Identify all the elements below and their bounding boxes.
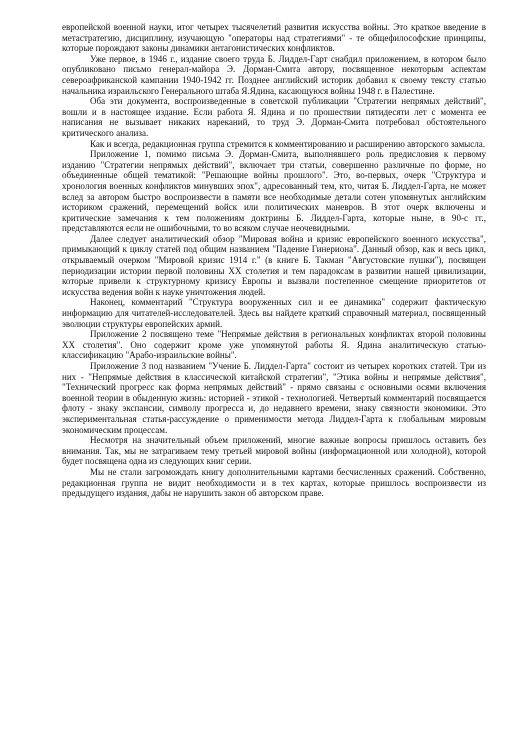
paragraph-2: Уже первое, в 1946 г., издание своего труда Б. Лиддел-Гарт снабдил приложением, в котором было опубликовано письмо генерал-майора Э. Дорман-Смита автору, посвященное некоторым аспектам североафриканской кампании 1940-1942 гг. Позднее английский историк добавил к своему тексту статью начальника израильского Генерального штаба Я.Ядина, касающуюся войны 1948 г. в Палестине. <box>62 53 486 96</box>
paragraph-11: Мы не стали загромождать книгу дополнительными картами бесчисленных сражений. Собственно, редакционная группа не видит необходимости и в тех картах, которые пришлось воспроизвести из предыдущего издания, дабы не нарушить закон об авторском праве. <box>62 466 486 499</box>
paragraph-6: Далее следует аналитический обзор "Мировая война и кризис европейского военного искусства", примыкающий к циклу статей под общим названием "Падение Гинериона". Данный обзор, как и весь цикл, открываемый очерком "Мировой кризис 1914 г." (в книге Б. Такман "Августовские пушки"), посвящен периодизации истории первой половины XX столетия и тем парадоксам в развитии нашей цивилизации, которые привели к структурному кризису Европы и вызвали постепенное смещение приоритетов от искусства ведения войн к науке уничтожения людей. <box>62 233 486 297</box>
paragraph-5: Приложение 1, помимо письма Э. Дорман-Смита, выполнявшего роль предисловия к первому изданию "Стратегии непрямых действий", включает три статьи, совершенно различные по форме, но объединенные общей тематикой: "Решающие войны прошлого". Это, во-первых, очерк "Структура и хронология военных конфликтов минувших эпох", адресованный тем, кто, читая Б. Лиддел-Гарта, не может вслед за автором быстро воспроизвести в памяти все необходимые детали сотен упомянутых английским историком сражений, перемещений войск или политических маневров. В этот очерк включены и критические замечания к тем положениям доктрины Б. Лиддел-Гарта, которые ныне, в 90-с гг., представляются если не ошибочными, то во всяком случае неочевидными. <box>62 149 486 234</box>
paragraph-8: Приложение 2 посвящено теме "Непрямые действия в региональных конфликтах второй половины XX столетия". Оно содержит кроме уже упомянутой работы Я. Ядина аналитическую статью-классификацию "Арабо-израильские войны". <box>62 329 486 361</box>
paragraph-9: Приложение 3 под названием "Учение Б. Лиддел-Гарта" состоит из четырех коротких статей. Три из них - "Непрямые действия в классической китайской стратегии", "Этика войны и непрямые действия", "Технический прогресс как форма непрямых действий" - прямо связаны с основными осями включения военной теории в обыденную жизнь: историей - этикой - технологией. Четвертый комментарий посвящается флоту - знаку экспансии, символу прогресса и, до недавнего времени, знаку связности экономики. Это экспериментальная статья-рассуждение о применимости метода Лиддел-Гарта к глобальным мировым экономическим процессам. <box>62 361 486 435</box>
paragraph-7: Наконец, комментарий "Структура вооруженных сил и ее динамика" содержит фактическую информацию для читателей-исследователей. Здесь вы найдете краткий справочный материал, посвященный эволюции структуры европейских армий. <box>62 297 486 329</box>
paragraph-10: Несмотря на значительный объем приложений, многие важные вопросы пришлось оставить без внимания. Так, мы не затрагиваем тему третьей мировой войны (информационной или холодной), которой будет посвящена одна из следующих книг серии. <box>62 435 486 467</box>
paragraph-3: Оба эти документа, воспроизведенные в советской публикации "Стратегии непрямых действий", вошли и в настоящее издание. Если работа Я. Ядина и по прошествии пятидесяти лет с момента ее написания не вызывает никаких нареканий, то труд Э. Дорман-Смита потребовал обстоятельного критического анализа. <box>62 96 486 138</box>
paragraph-1: европейской военной науки, итог четырех тысячелетий развития искусства войны. Это краткое введение в метастратегию, дисциплину, изучающую "операторы над стратегиями" - те общефилософские принципы, которые порождают законы динамики антагонистических конфликтов. <box>62 22 486 54</box>
paragraph-4: Как и всегда, редакционная группа стремится к комментированию и расширению авторского замысла. <box>90 138 486 149</box>
document-page <box>62 22 486 499</box>
